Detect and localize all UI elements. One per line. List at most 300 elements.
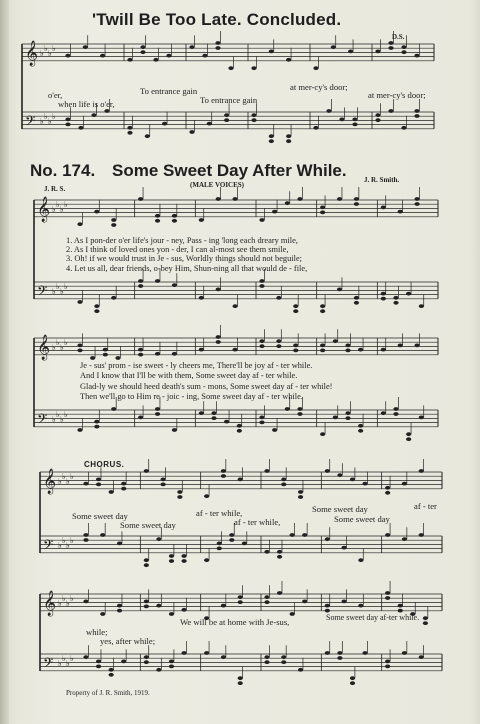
note-head bbox=[406, 432, 411, 436]
note-head bbox=[354, 202, 359, 206]
flat-sign: ♭ bbox=[60, 343, 64, 352]
note-head bbox=[320, 349, 325, 353]
note-head bbox=[358, 604, 363, 608]
note-head bbox=[381, 348, 386, 352]
note-head bbox=[229, 533, 234, 537]
note-head bbox=[181, 554, 186, 558]
note-head bbox=[155, 352, 160, 356]
note-head bbox=[337, 288, 342, 292]
note-head bbox=[345, 416, 350, 420]
note-head bbox=[121, 482, 126, 486]
flat-sign: ♭ bbox=[58, 541, 62, 550]
flat-sign: ♭ bbox=[52, 44, 56, 53]
note-head bbox=[281, 483, 286, 487]
flat-sign: ♭ bbox=[48, 117, 52, 126]
note-head bbox=[276, 339, 281, 343]
note-head bbox=[161, 483, 166, 487]
treble-clef: 𝄞 bbox=[37, 334, 51, 360]
note-head bbox=[325, 469, 330, 473]
note-head bbox=[181, 651, 186, 655]
note-head bbox=[103, 353, 108, 357]
note-head bbox=[155, 219, 160, 223]
note-head bbox=[375, 113, 380, 117]
note-head bbox=[264, 595, 269, 599]
note-head bbox=[402, 482, 407, 486]
note-head bbox=[415, 202, 420, 206]
note-head bbox=[414, 109, 419, 113]
note-head bbox=[264, 550, 269, 554]
note-head bbox=[127, 58, 132, 62]
note-head bbox=[269, 50, 274, 54]
note-head bbox=[264, 655, 269, 659]
note-head bbox=[337, 473, 342, 477]
note-head bbox=[415, 197, 420, 201]
flat-sign: ♭ bbox=[70, 472, 74, 481]
note-head bbox=[381, 297, 386, 301]
note-head bbox=[77, 300, 82, 304]
note-head bbox=[259, 416, 264, 420]
note-head bbox=[94, 304, 99, 308]
note-head bbox=[385, 665, 390, 669]
note-head bbox=[207, 122, 212, 126]
note-head bbox=[83, 600, 88, 604]
note-head bbox=[237, 424, 242, 428]
note-head bbox=[423, 616, 428, 620]
note-head bbox=[297, 407, 302, 411]
note-head bbox=[204, 494, 209, 498]
note-head bbox=[320, 309, 325, 313]
note-head bbox=[138, 348, 143, 352]
note-head bbox=[385, 533, 390, 537]
note-head bbox=[91, 113, 96, 117]
note-head bbox=[94, 309, 99, 313]
note-head bbox=[320, 304, 325, 308]
note-head bbox=[269, 134, 274, 138]
note-head bbox=[313, 126, 318, 130]
note-head bbox=[297, 412, 302, 416]
note-head bbox=[65, 123, 70, 127]
song-number: No. 174. bbox=[30, 161, 96, 180]
chorus-upper-4: af - ter bbox=[414, 501, 437, 511]
note-head bbox=[172, 352, 177, 356]
note-head bbox=[77, 222, 82, 226]
flat-sign: ♭ bbox=[56, 410, 60, 419]
bass-clef: 𝄢 bbox=[37, 282, 48, 302]
note-head bbox=[285, 407, 290, 411]
note-head bbox=[285, 201, 290, 205]
note-head bbox=[385, 491, 390, 495]
s5-upper-3: Some sweet day af-ter while. bbox=[326, 613, 420, 622]
note-head bbox=[109, 490, 114, 494]
flat-sign: ♭ bbox=[70, 654, 74, 663]
flat-sign: ♭ bbox=[44, 112, 48, 121]
note-head bbox=[354, 197, 359, 201]
verse-2-line-1: 2. As I think of loved ones yon - der, I can al-most see them smile, bbox=[66, 245, 289, 254]
note-head bbox=[401, 45, 406, 49]
note-head bbox=[238, 595, 243, 599]
note-head bbox=[144, 600, 149, 604]
note-head bbox=[290, 533, 295, 537]
note-head bbox=[350, 676, 355, 680]
note-head bbox=[423, 621, 428, 625]
note-head bbox=[320, 211, 325, 215]
bass-clef: 𝄢 bbox=[43, 536, 54, 556]
bass-clef: 𝄢 bbox=[37, 410, 48, 430]
note-head bbox=[293, 349, 298, 353]
note-head bbox=[350, 681, 355, 685]
song-title: Some Sweet Day After While. bbox=[112, 161, 347, 180]
note-head bbox=[94, 420, 99, 424]
note-head bbox=[345, 349, 350, 353]
flat-sign: ♭ bbox=[52, 343, 56, 352]
note-head bbox=[204, 558, 209, 562]
note-head bbox=[259, 284, 264, 288]
note-head bbox=[375, 118, 380, 122]
chorus-label: CHORUS. bbox=[84, 460, 125, 469]
note-head bbox=[181, 559, 186, 563]
note-head bbox=[117, 609, 122, 613]
note-head bbox=[242, 542, 247, 546]
note-head bbox=[202, 54, 207, 58]
note-head bbox=[238, 676, 243, 680]
note-head bbox=[221, 474, 226, 478]
note-head bbox=[259, 218, 264, 222]
note-head bbox=[181, 608, 186, 612]
note-head bbox=[320, 344, 325, 348]
note-head bbox=[96, 665, 101, 669]
note-head bbox=[144, 655, 149, 659]
note-head bbox=[169, 554, 174, 558]
note-head bbox=[331, 45, 336, 49]
note-head bbox=[100, 533, 105, 537]
note-head bbox=[109, 673, 114, 677]
note-head bbox=[337, 651, 342, 655]
note-head bbox=[320, 206, 325, 210]
note-head bbox=[65, 118, 70, 122]
note-head bbox=[286, 58, 291, 62]
note-head bbox=[117, 604, 122, 608]
note-head bbox=[264, 469, 269, 473]
note-head bbox=[117, 542, 122, 546]
note-head bbox=[298, 495, 303, 499]
flat-sign: ♭ bbox=[52, 415, 56, 424]
note-head bbox=[96, 483, 101, 487]
verse-1-line-1: 1. As I pon-der o'er life's jour - ney, Pass - ing 'long each dreary mile, bbox=[66, 236, 298, 245]
voices-label: (MALE VOICES) bbox=[190, 181, 244, 189]
flat-sign: ♭ bbox=[62, 654, 66, 663]
verse-1-line-2: Je - sus' prom - ise sweet - ly cheers me, There'll be joy af - ter while. bbox=[80, 361, 313, 370]
note-head bbox=[398, 344, 403, 348]
note-head bbox=[103, 348, 108, 352]
flat-sign: ♭ bbox=[60, 287, 64, 296]
note-head bbox=[144, 660, 149, 664]
note-head bbox=[237, 429, 242, 433]
note-head bbox=[286, 134, 291, 138]
note-head bbox=[115, 356, 120, 360]
note-head bbox=[172, 214, 177, 218]
note-head bbox=[362, 651, 367, 655]
note-head bbox=[259, 339, 264, 343]
note-head bbox=[281, 655, 286, 659]
flat-sign: ♭ bbox=[66, 659, 70, 668]
note-head bbox=[211, 416, 216, 420]
chorus-lower-3: Some sweet day bbox=[334, 514, 390, 524]
note-head bbox=[221, 469, 226, 473]
note-head bbox=[224, 118, 229, 122]
lyric-s1-upper-2: To entrance gain bbox=[140, 86, 198, 96]
note-head bbox=[358, 424, 363, 428]
note-head bbox=[348, 50, 353, 54]
note-head bbox=[111, 407, 116, 411]
note-head bbox=[302, 533, 307, 537]
note-head bbox=[339, 118, 344, 122]
note-head bbox=[385, 596, 390, 600]
flat-sign: ♭ bbox=[62, 536, 66, 545]
lyric-s1-upper-1: o'er, bbox=[48, 90, 63, 100]
flat-sign: ♭ bbox=[64, 410, 68, 419]
note-head bbox=[216, 340, 221, 344]
note-head bbox=[211, 411, 216, 415]
note-head bbox=[251, 113, 256, 117]
note-head bbox=[100, 54, 105, 58]
note-head bbox=[140, 45, 145, 49]
note-head bbox=[272, 210, 277, 214]
note-head bbox=[358, 558, 363, 562]
note-head bbox=[290, 612, 295, 616]
note-head bbox=[419, 304, 424, 308]
flat-sign: ♭ bbox=[66, 541, 70, 550]
lyricist-credit: J. R. S. bbox=[44, 185, 66, 193]
lyric-s1-lower-3: at mer-cy's door; bbox=[368, 90, 426, 100]
note-head bbox=[269, 139, 274, 143]
note-head bbox=[393, 412, 398, 416]
note-head bbox=[345, 344, 350, 348]
flat-sign: ♭ bbox=[58, 659, 62, 668]
note-head bbox=[77, 349, 82, 353]
note-head bbox=[138, 197, 143, 201]
note-head bbox=[77, 428, 82, 432]
note-head bbox=[358, 429, 363, 433]
note-head bbox=[162, 122, 167, 126]
note-head bbox=[172, 219, 177, 223]
flat-sign: ♭ bbox=[56, 282, 60, 291]
note-head bbox=[238, 600, 243, 604]
verse-3-line-2: Glad-ly we should heed death's sum - mons, Some sweet day af - ter while! bbox=[80, 382, 333, 391]
note-head bbox=[217, 547, 222, 551]
s5-upper-1: while; bbox=[86, 627, 108, 637]
flat-sign: ♭ bbox=[64, 338, 68, 347]
verse-2-line-2: And I know that I'll be with them, Some sweet day af - ter while. bbox=[80, 371, 298, 380]
bass-clef: 𝄢 bbox=[43, 654, 54, 674]
note-head bbox=[169, 665, 174, 669]
note-head bbox=[385, 591, 390, 595]
note-head bbox=[362, 482, 367, 486]
note-head bbox=[398, 609, 403, 613]
note-head bbox=[259, 344, 264, 348]
note-head bbox=[342, 600, 347, 604]
flat-sign: ♭ bbox=[40, 117, 44, 126]
note-head bbox=[229, 538, 234, 542]
verse-3-line-1: 3. Oh! if we would trust in Je - sus, Worldly things should not beguile; bbox=[66, 254, 302, 263]
flat-sign: ♭ bbox=[52, 205, 56, 214]
note-head bbox=[333, 416, 338, 420]
chorus-upper-1: Some sweet day bbox=[72, 511, 128, 521]
note-head bbox=[333, 339, 338, 343]
note-head bbox=[111, 296, 116, 300]
page-title: 'Twill Be Too Late. Concluded. bbox=[92, 10, 342, 29]
flat-sign: ♭ bbox=[58, 599, 62, 608]
note-head bbox=[406, 292, 411, 296]
flat-sign: ♭ bbox=[64, 282, 68, 291]
note-head bbox=[217, 542, 222, 546]
note-head bbox=[172, 428, 177, 432]
note-head bbox=[286, 139, 291, 143]
note-head bbox=[259, 279, 264, 283]
note-head bbox=[215, 41, 220, 45]
note-head bbox=[297, 197, 302, 201]
note-head bbox=[224, 420, 229, 424]
note-head bbox=[325, 604, 330, 608]
ds-mark: D.S. bbox=[392, 33, 405, 41]
note-head bbox=[83, 45, 88, 49]
note-head bbox=[109, 668, 114, 672]
flat-sign: ♭ bbox=[60, 205, 64, 214]
note-head bbox=[177, 490, 182, 494]
note-head bbox=[251, 118, 256, 122]
note-head bbox=[293, 309, 298, 313]
note-head bbox=[161, 478, 166, 482]
note-head bbox=[354, 301, 359, 305]
s5-lower-1: yes, after while; bbox=[100, 636, 156, 646]
flat-sign: ♭ bbox=[70, 536, 74, 545]
flat-sign: ♭ bbox=[64, 200, 68, 209]
note-head bbox=[172, 283, 177, 287]
note-head bbox=[281, 478, 286, 482]
flat-sign: ♭ bbox=[52, 112, 56, 121]
flat-sign: ♭ bbox=[62, 594, 66, 603]
note-head bbox=[233, 348, 238, 352]
note-head bbox=[358, 348, 363, 352]
lyric-s1-upper-3: at mer-cy's door; bbox=[290, 82, 348, 92]
note-head bbox=[221, 604, 226, 608]
note-head bbox=[83, 533, 88, 537]
note-head bbox=[320, 432, 325, 436]
s5-upper-2: We will be at home with Je-sus, bbox=[180, 617, 290, 627]
note-head bbox=[401, 50, 406, 54]
note-head bbox=[293, 344, 298, 348]
flat-sign: ♭ bbox=[70, 594, 74, 603]
note-head bbox=[419, 469, 424, 473]
note-head bbox=[293, 304, 298, 308]
note-head bbox=[166, 54, 171, 58]
note-head bbox=[264, 660, 269, 664]
lyric-s1-lower-2: To entrance gain bbox=[200, 95, 258, 105]
bass-clef: 𝄢 bbox=[25, 112, 36, 132]
note-head bbox=[402, 651, 407, 655]
note-head bbox=[251, 66, 256, 70]
note-head bbox=[127, 126, 132, 130]
note-head bbox=[388, 46, 393, 50]
composer-credit: J. R. Smith. bbox=[364, 176, 400, 184]
note-head bbox=[414, 54, 419, 58]
note-head bbox=[83, 655, 88, 659]
flat-sign: ♭ bbox=[58, 477, 62, 486]
note-head bbox=[393, 296, 398, 300]
note-head bbox=[189, 130, 194, 134]
note-head bbox=[121, 487, 126, 491]
note-head bbox=[216, 335, 221, 339]
note-head bbox=[326, 109, 331, 113]
note-head bbox=[350, 478, 355, 482]
note-head bbox=[145, 134, 150, 138]
note-head bbox=[406, 437, 411, 441]
note-head bbox=[277, 550, 282, 554]
note-head bbox=[138, 279, 143, 283]
note-head bbox=[325, 537, 330, 541]
note-head bbox=[398, 604, 403, 608]
note-head bbox=[169, 612, 174, 616]
note-head bbox=[259, 421, 264, 425]
note-head bbox=[121, 660, 126, 664]
note-head bbox=[415, 344, 420, 348]
treble-clef: 𝄞 bbox=[37, 196, 51, 222]
verse-4-line-2: Then we'll go to Him re - joic - ing, Some sweet day af - ter while. bbox=[80, 392, 303, 401]
flat-sign: ♭ bbox=[66, 477, 70, 486]
note-head bbox=[156, 668, 161, 672]
chorus-upper-3: Some sweet day bbox=[312, 504, 368, 514]
note-head bbox=[216, 288, 221, 292]
note-head bbox=[111, 218, 116, 222]
flat-sign: ♭ bbox=[60, 415, 64, 424]
note-head bbox=[177, 495, 182, 499]
note-head bbox=[94, 425, 99, 429]
note-head bbox=[96, 478, 101, 482]
note-head bbox=[78, 126, 83, 130]
note-head bbox=[381, 206, 386, 210]
flat-sign: ♭ bbox=[62, 472, 66, 481]
note-head bbox=[419, 655, 424, 659]
note-head bbox=[385, 660, 390, 664]
note-head bbox=[381, 292, 386, 296]
note-head bbox=[313, 66, 318, 70]
note-head bbox=[325, 609, 330, 613]
flat-sign: ♭ bbox=[52, 287, 56, 296]
note-head bbox=[189, 45, 194, 49]
note-head bbox=[169, 559, 174, 563]
note-head bbox=[233, 197, 238, 201]
treble-clef: 𝄞 bbox=[25, 40, 39, 66]
note-head bbox=[277, 591, 282, 595]
note-head bbox=[298, 490, 303, 494]
note-head bbox=[388, 109, 393, 113]
note-head bbox=[277, 555, 282, 559]
note-head bbox=[354, 296, 359, 300]
note-head bbox=[272, 428, 277, 432]
note-head bbox=[215, 46, 220, 50]
note-head bbox=[144, 605, 149, 609]
note-head bbox=[199, 218, 204, 222]
note-head bbox=[65, 54, 70, 58]
note-head bbox=[342, 546, 347, 550]
note-head bbox=[155, 407, 160, 411]
note-head bbox=[140, 50, 145, 54]
copyright-footer: Property of J. R. Smith, 1919. bbox=[66, 689, 150, 697]
chorus-lower-1: Some sweet day bbox=[120, 520, 176, 530]
note-head bbox=[90, 356, 95, 360]
note-head bbox=[385, 486, 390, 490]
note-head bbox=[83, 538, 88, 542]
note-head bbox=[153, 58, 158, 62]
